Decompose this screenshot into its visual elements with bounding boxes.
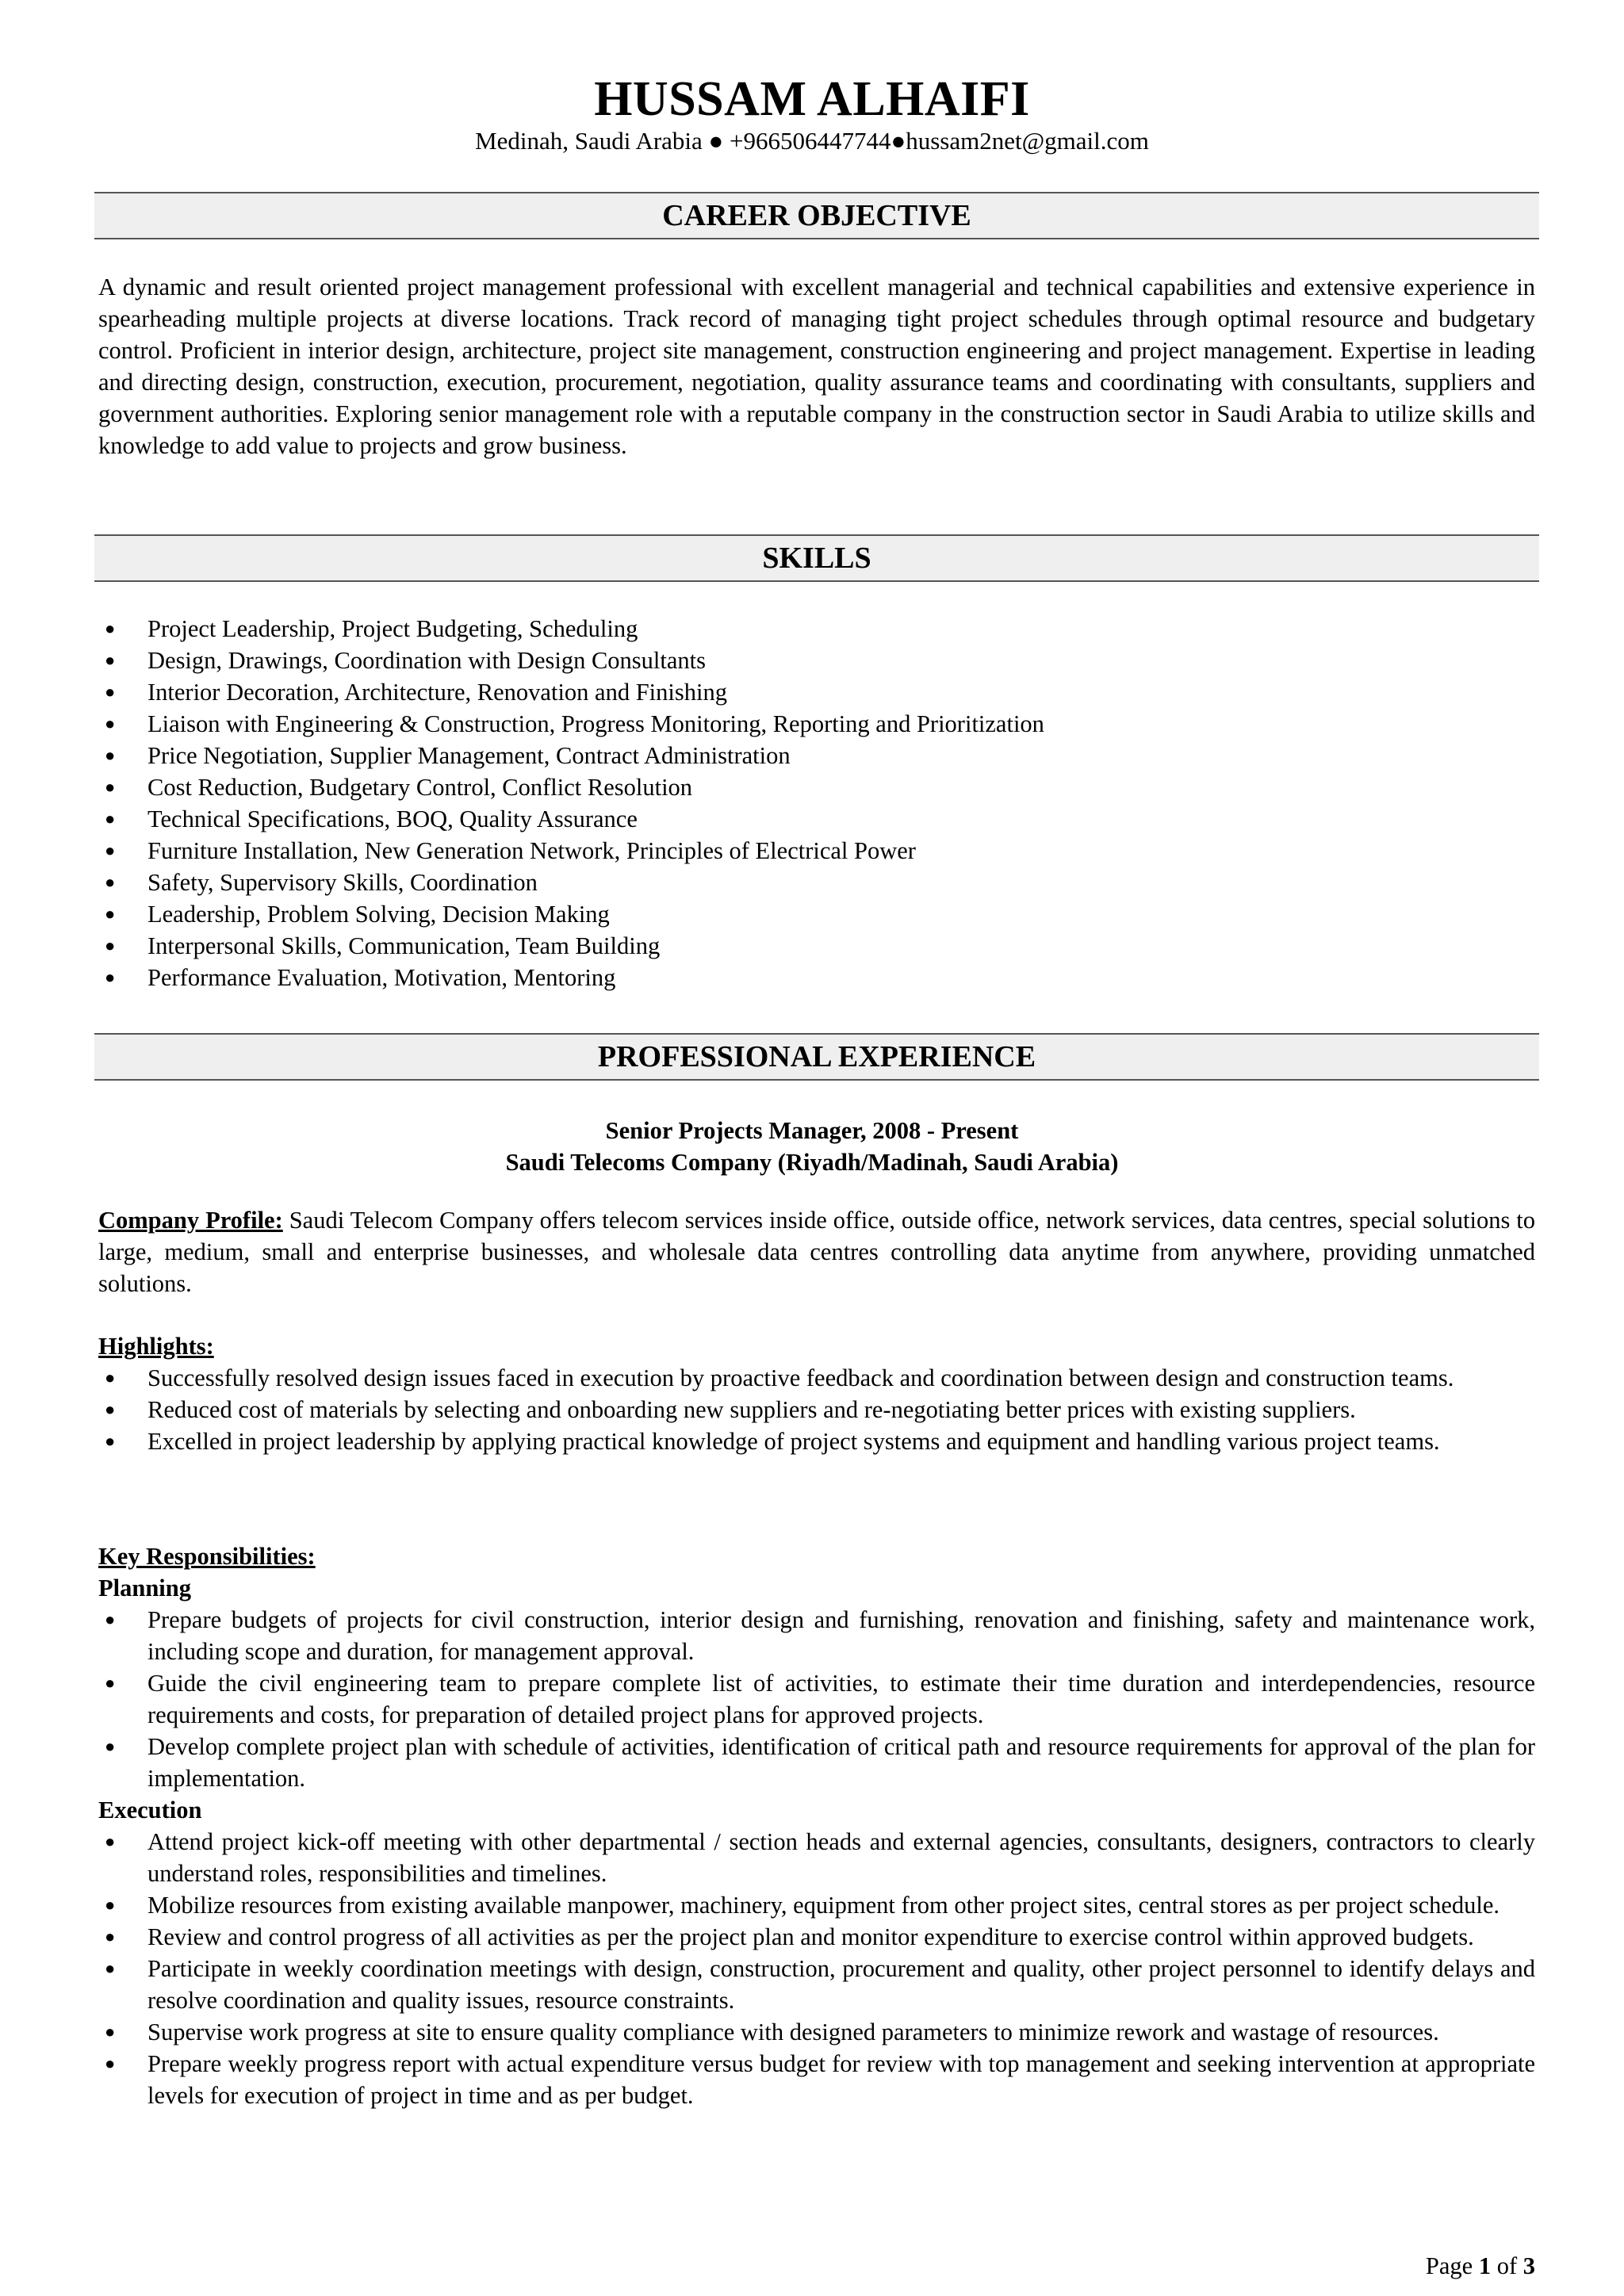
list-item-text: Liaison with Engineering & Construction, Progress Monitoring, Reporting and Prioritization	[147, 710, 1044, 737]
list-item-text: Leadership, Problem Solving, Decision Making	[147, 901, 610, 928]
list-item	[98, 708, 1535, 740]
bullet-icon: ●	[105, 2022, 116, 2042]
page-total: 3	[1522, 2252, 1535, 2279]
bullet-icon: ●	[105, 840, 116, 860]
list-item	[98, 1604, 1535, 1667]
company-profile-label: Company Profile:	[98, 1207, 283, 1234]
list-item-text: Furniture Installation, New Generation Network, Principles of Electrical Power	[147, 837, 916, 864]
bullet-icon: ●	[105, 714, 116, 733]
list-item-text: Participate in weekly coordination meetings with design, construction, procurement and quality, other project personnel to identify delays and resolve coordination and quality issues, resource constraints.	[147, 1955, 1535, 2014]
bullet-icon: ●	[105, 1958, 116, 1978]
execution-list	[98, 1826, 1535, 2111]
company-line: Saudi Telecoms Company (Riyadh/Madinah, Saudi Arabia)	[505, 1149, 1119, 1176]
bullet-icon: ●	[105, 682, 116, 702]
page-word: Page	[1425, 2252, 1479, 2279]
list-item-text: Design, Drawings, Coordination with Design Consultants	[147, 647, 707, 674]
skills-list	[98, 613, 1535, 993]
list-item-text: Supervise work progress at site to ensure quality compliance with designed parameters to minimize rework and wastage of resources.	[147, 2019, 1439, 2045]
list-item	[98, 1826, 1535, 1889]
bullet-icon: ●	[105, 2053, 116, 2073]
contact-line: Medinah, Saudi Arabia ● +966506447744●hussam2net@gmail.com	[475, 127, 1149, 155]
list-item	[98, 613, 1535, 645]
bullet-icon: ●	[105, 1609, 116, 1629]
list-item-text: Project Leadership, Project Budgeting, Scheduling	[147, 615, 638, 642]
highlights-section	[98, 1330, 1535, 1457]
bullet-icon: ●	[105, 1736, 116, 1756]
bullet-icon: ●	[105, 872, 116, 892]
list-item	[98, 2016, 1535, 2048]
page-current: 1	[1478, 2252, 1492, 2279]
bullet-icon: ●	[105, 936, 116, 955]
bullet-icon: ●	[105, 745, 116, 765]
list-item-text: Guide the civil engineering team to prepare complete list of activities, to estimate their time duration and interdependencies, resource requirements and costs, for preparation of detailed project plans for approved projects.	[147, 1670, 1535, 1728]
planning-label: Planning	[98, 1575, 191, 1601]
list-item	[98, 1667, 1535, 1731]
list-item	[98, 1921, 1535, 1953]
bullet-icon: ●	[105, 1431, 116, 1451]
list-item	[98, 1425, 1535, 1457]
company-profile	[98, 1204, 1535, 1299]
list-item	[98, 771, 1535, 803]
list-item-text: Prepare budgets of projects for civil construction, interior design and furnishing, renovation and finishing, safety and maintenance work, including scope and duration, for management approval.	[147, 1606, 1535, 1665]
list-item	[98, 645, 1535, 676]
list-item	[98, 676, 1535, 708]
list-item	[98, 867, 1535, 898]
list-item-text: Develop complete project plan with schedule of activities, identification of critical path and resource requirements for approval of the plan for implementation.	[147, 1733, 1535, 1792]
list-item-text: Prepare weekly progress report with actual expenditure versus budget for review with top management and seeking intervention at appropriate levels for execution of project in time and as per budget.	[147, 2050, 1535, 2109]
list-item-text: Successfully resolved design issues faced in execution by proactive feedback and coordination between design and construction teams.	[147, 1364, 1454, 1391]
section-header-professional-experience: PROFESSIONAL EXPERIENCE	[94, 1033, 1539, 1081]
bullet-icon: ●	[105, 1831, 116, 1851]
list-item-text: Reduced cost of materials by selecting and onboarding new suppliers and re-negotiating better prices with existing suppliers.	[147, 1396, 1356, 1423]
section-header-career-objective: CAREER OBJECTIVE	[94, 192, 1539, 239]
list-item-text: Mobilize resources from existing available manpower, machinery, equipment from other project sites, central stores as per project schedule.	[147, 1892, 1500, 1919]
planning-list	[98, 1604, 1535, 1794]
bullet-icon: ●	[105, 777, 116, 797]
list-item-text: Cost Reduction, Budgetary Control, Conflict Resolution	[147, 774, 693, 801]
execution-label: Execution	[98, 1797, 202, 1823]
candidate-name: HUSSAM ALHAIFI	[594, 72, 1030, 126]
bullet-icon: ●	[105, 1399, 116, 1419]
bullet-icon: ●	[105, 809, 116, 828]
list-item-text: Excelled in project leadership by applying practical knowledge of project systems and equipment and handling various project teams.	[147, 1428, 1440, 1455]
list-item-text: Price Negotiation, Supplier Management, Contract Administration	[147, 742, 791, 769]
bullet-icon: ●	[105, 1368, 116, 1387]
list-item	[98, 835, 1535, 867]
bullet-icon: ●	[105, 650, 116, 670]
list-item	[98, 2048, 1535, 2111]
list-item-text: Interior Decoration, Architecture, Renovation and Finishing	[147, 679, 727, 706]
list-item	[98, 803, 1535, 835]
list-item-text: Performance Evaluation, Motivation, Mentoring	[147, 964, 616, 991]
list-item-text: Review and control progress of all activities as per the project plan and monitor expenditure to exercise control within approved budgets.	[147, 1923, 1474, 1950]
bullet-icon: ●	[105, 1927, 116, 1946]
list-item	[98, 1731, 1535, 1794]
list-item	[98, 962, 1535, 993]
job-title-line: Senior Projects Manager, 2008 - Present	[605, 1117, 1019, 1144]
skills-list-container	[98, 613, 1535, 993]
company-profile-text: Saudi Telecom Company offers telecom services inside office, outside office, network services, data centres, special solutions to large, medium, small and enterprise businesses, and wholesale data centres controlling data anytime from anywhere, providing unmatched solutions.	[98, 1207, 1535, 1297]
bullet-icon: ●	[105, 618, 116, 638]
list-item-text: Technical Specifications, BOQ, Quality Assurance	[147, 806, 638, 832]
responsibilities-section	[98, 1540, 1535, 2111]
of-word: of	[1491, 2252, 1523, 2279]
highlights-list	[98, 1362, 1535, 1457]
bullet-icon: ●	[105, 967, 116, 987]
bullet-icon: ●	[105, 1673, 116, 1693]
list-item	[98, 1362, 1535, 1394]
highlights-label: Highlights:	[98, 1333, 214, 1360]
list-item	[98, 1953, 1535, 2016]
list-item	[98, 1394, 1535, 1425]
list-item-text: Interpersonal Skills, Communication, Team Building	[147, 932, 661, 959]
list-item	[98, 740, 1535, 771]
list-item	[98, 1889, 1535, 1921]
job-title-block	[0, 1115, 1624, 1178]
bullet-icon: ●	[105, 1895, 116, 1915]
section-header-skills: SKILLS	[94, 534, 1539, 582]
list-item	[98, 898, 1535, 930]
bullet-icon: ●	[105, 904, 116, 924]
list-item	[98, 930, 1535, 962]
key-responsibilities-label: Key Responsibilities:	[98, 1543, 316, 1570]
page-number	[1426, 2250, 1535, 2282]
career-objective-text: A dynamic and result oriented project management professional with excellent managerial and technical capabilities and extensive experience in spearheading multiple projects at diverse locations. Track record of managing tight project schedules through optimal resource and budgetary control. Proficient in interior design, architecture, project site management, construction engineering and project management. Expertise in leading and directing design, construction, execution, procurement, negotiation, quality assurance teams and coordinating with consultants, suppliers and government authorities. Exploring senior management role with a reputable company in the construction sector in Saudi Arabia to utilize skills and knowledge to add value to projects and grow business.	[98, 274, 1535, 459]
list-item-text: Attend project kick-off meeting with other departmental / section heads and external agencies, consultants, designers, contractors to clearly understand roles, responsibilities and timelines.	[147, 1828, 1535, 1887]
list-item-text: Safety, Supervisory Skills, Coordination	[147, 869, 538, 896]
